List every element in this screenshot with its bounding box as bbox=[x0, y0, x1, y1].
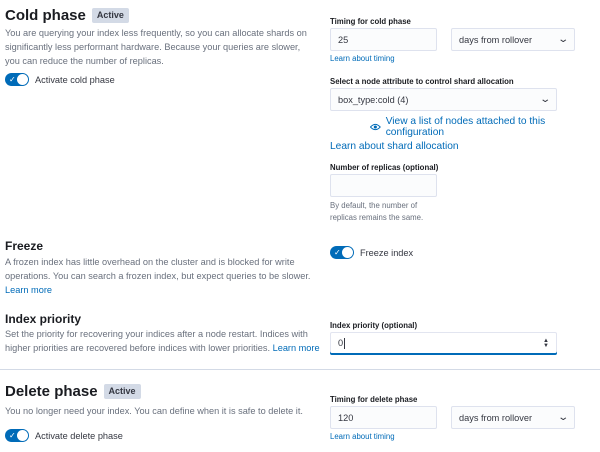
delete-phase-toggle-label: Activate delete phase bbox=[35, 430, 123, 441]
chevron-down-icon: ⌄ bbox=[538, 94, 551, 105]
learn-shard-allocation-link[interactable]: Learn about shard allocation bbox=[330, 141, 459, 152]
node-attribute-value: box_type:cold (4) bbox=[338, 94, 409, 105]
delete-phase-description: You no longer need your index. You can define when it is safe to delete it. bbox=[5, 406, 303, 416]
cold-timing-value: 25 bbox=[338, 34, 349, 45]
delete-learn-timing-link[interactable]: Learn about timing bbox=[330, 432, 395, 441]
cold-phase-title-text: Cold phase bbox=[5, 7, 86, 24]
delete-timing-unit-value: days from rollover bbox=[459, 412, 533, 423]
cold-phase-description: You are querying your index less frequently, so you can allocate shards on significantly less performant hardware. Because your queries are slower, you can reduce the number of replicas. bbox=[5, 28, 307, 66]
cold-phase-header bbox=[5, 7, 129, 24]
index-priority-learn-more-link[interactable]: Learn more bbox=[272, 343, 320, 353]
index-priority-description-text: Set the priority for recovering your indices after a node restart. Indices with higher priorities are recovered before indices with lower priorities. bbox=[5, 329, 308, 353]
section-divider bbox=[0, 369, 600, 370]
replicas-input[interactable] bbox=[330, 174, 437, 197]
cold-learn-timing-link[interactable]: Learn about timing bbox=[330, 54, 395, 63]
check-icon: ✓ bbox=[334, 248, 341, 257]
cold-phase-toggle-row[interactable] bbox=[5, 73, 115, 86]
freeze-description bbox=[5, 255, 315, 297]
freeze-switch[interactable] bbox=[330, 246, 354, 259]
view-nodes-link[interactable] bbox=[370, 116, 600, 138]
delete-timing-label: Timing for delete phase bbox=[330, 395, 418, 404]
cold-phase-switch[interactable] bbox=[5, 73, 29, 86]
index-priority-title: Index priority bbox=[5, 312, 82, 326]
number-stepper-icon[interactable]: ▲ ▼ bbox=[543, 337, 549, 349]
chevron-down-icon: ⌄ bbox=[556, 34, 569, 45]
index-priority-value: 0 bbox=[338, 337, 344, 348]
eye-icon bbox=[370, 123, 381, 131]
check-icon: ✓ bbox=[9, 75, 16, 84]
delete-phase-title-text: Delete phase bbox=[5, 383, 98, 400]
freeze-toggle-label: Freeze index bbox=[360, 247, 414, 258]
node-attribute-label: Select a node attribute to control shard allocation bbox=[330, 77, 514, 86]
cold-phase-title bbox=[5, 7, 129, 24]
cold-timing-label: Timing for cold phase bbox=[330, 17, 411, 26]
cold-timing-unit-value: days from rollover bbox=[459, 34, 533, 45]
index-priority-input[interactable] bbox=[330, 332, 557, 355]
view-nodes-link-text: View a list of nodes attached to this configuration bbox=[385, 116, 546, 138]
delete-timing-unit-select[interactable] bbox=[451, 406, 575, 429]
delete-phase-switch[interactable] bbox=[5, 429, 29, 442]
cold-phase-toggle-label: Activate cold phase bbox=[35, 74, 115, 85]
replicas-help-text: By default, the number of replicas remains the same. bbox=[330, 201, 424, 222]
delete-timing-input[interactable] bbox=[330, 406, 437, 429]
check-icon: ✓ bbox=[9, 431, 16, 440]
index-priority-label: Index priority (optional) bbox=[330, 321, 418, 330]
freeze-description-text: A frozen index has little overhead on the cluster and is blocked for write operations. You can search a frozen index, but expect queries to be slower. bbox=[5, 257, 311, 281]
index-priority-description bbox=[5, 327, 320, 355]
delete-phase-title bbox=[5, 383, 141, 400]
delete-timing-value: 120 bbox=[338, 412, 354, 423]
delete-phase-status-badge: Active bbox=[104, 384, 141, 399]
delete-phase-toggle-row[interactable] bbox=[5, 429, 123, 442]
node-attribute-select[interactable] bbox=[330, 88, 557, 111]
cold-timing-unit-select[interactable] bbox=[451, 28, 575, 51]
chevron-down-icon: ⌄ bbox=[556, 412, 569, 423]
delete-phase-header bbox=[5, 383, 141, 400]
freeze-title: Freeze bbox=[5, 239, 44, 253]
cold-phase-status-badge: Active bbox=[92, 8, 129, 23]
freeze-learn-more-link[interactable]: Learn more bbox=[5, 285, 52, 295]
freeze-toggle-row[interactable] bbox=[330, 246, 413, 259]
replicas-label: Number of replicas (optional) bbox=[330, 163, 439, 172]
text-cursor bbox=[344, 338, 345, 349]
index-priority-value-wrap bbox=[338, 338, 345, 349]
cold-timing-input[interactable] bbox=[330, 28, 437, 51]
